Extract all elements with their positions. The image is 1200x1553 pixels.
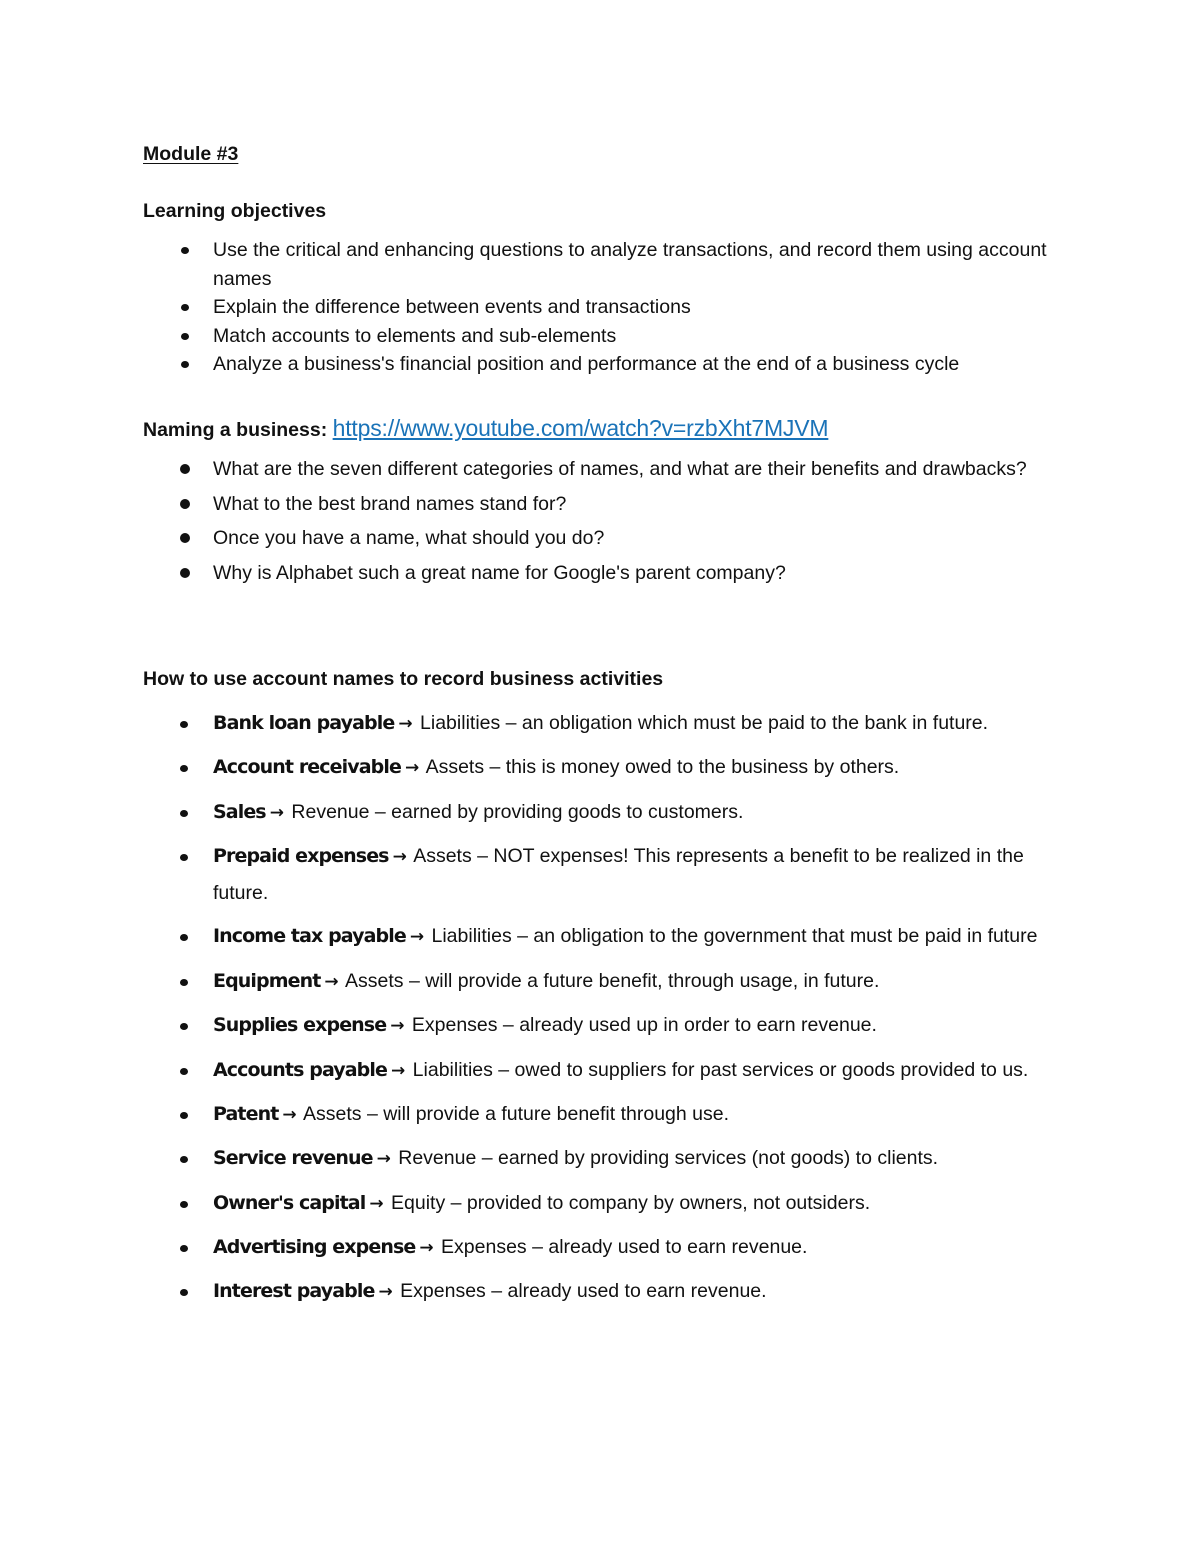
account-term: Supplies expense: [213, 1014, 387, 1037]
list-item: [0, 293, 1200, 322]
bullet-icon: [180, 533, 190, 543]
account-description: Equity – provided to company by owners, not outsiders.: [391, 1191, 871, 1214]
account-term: Interest payable: [213, 1280, 375, 1303]
naming-business-label: Naming a business:: [143, 419, 328, 441]
arrow-icon: →: [392, 847, 407, 868]
list-item: [0, 1274, 1200, 1311]
list-item: [0, 706, 1200, 743]
account-description: Liabilities – owed to suppliers for past services or goods provided to us.: [412, 1058, 1029, 1081]
list-item: [0, 490, 1200, 519]
list-item: [0, 524, 1200, 553]
list-item: [0, 1186, 1200, 1223]
bullet-icon: [180, 1023, 188, 1030]
account-description: Assets – this is money owed to the business by others.: [425, 756, 900, 779]
account-names-heading: How to use account names to record business activities: [143, 668, 664, 690]
arrow-icon: →: [282, 1104, 297, 1125]
account-term: Bank loan payable: [213, 712, 395, 734]
bullet-icon: [180, 810, 188, 817]
youtube-link[interactable]: https://www.youtube.com/watch?v=rzbXht7MJVM: [332, 415, 829, 441]
bullet-icon: [181, 247, 189, 254]
account-description: Expenses – already used up in order to earn revenue.: [411, 1014, 877, 1037]
bullet-icon: [180, 765, 188, 772]
arrow-icon: →: [390, 1016, 405, 1037]
account-description: Expenses – already used to earn revenue.: [400, 1280, 767, 1303]
question-text: What to the best brand names stand for?: [213, 492, 567, 515]
learning-objectives-list: [0, 236, 1200, 379]
bullet-icon: [180, 1112, 188, 1119]
arrow-icon: →: [376, 1149, 391, 1170]
list-item: [0, 919, 1200, 956]
list-item: [0, 1008, 1200, 1045]
question-text: Once you have a name, what should you do?: [213, 527, 605, 550]
list-item: [0, 964, 1200, 1001]
list-item: [0, 455, 1200, 484]
arrow-icon: →: [369, 1193, 384, 1214]
arrow-icon: →: [404, 758, 420, 779]
list-item: [0, 350, 1200, 379]
arrow-icon: →: [398, 714, 413, 734]
objective-text: Explain the difference between events and transactions: [213, 296, 691, 319]
bullet-icon: [181, 333, 189, 340]
naming-business-heading: [143, 415, 828, 442]
bullet-icon: [180, 721, 188, 728]
arrow-icon: →: [324, 971, 339, 992]
bullet-icon: [180, 1068, 188, 1075]
list-item: [0, 559, 1200, 588]
account-term: Sales: [213, 800, 266, 823]
account-names-list: [0, 706, 1200, 1319]
account-term: Accounts payable: [213, 1058, 387, 1081]
bullet-icon: [180, 1156, 188, 1163]
account-description: Liabilities – an obligation to the government that must be paid in future: [431, 925, 1038, 948]
list-item: [0, 1230, 1200, 1267]
bullet-icon: [180, 1245, 188, 1252]
bullet-icon: [180, 499, 190, 509]
account-term: Account receivable: [213, 756, 401, 779]
bullet-icon: [181, 304, 189, 311]
account-term: Income tax payable: [213, 925, 406, 948]
question-text: Why is Alphabet such a great name for Google's parent company?: [213, 561, 786, 584]
question-text: What are the seven different categories of names, and what are their benefits and drawbacks?: [213, 458, 1027, 480]
list-item: [0, 322, 1200, 351]
bullet-icon: [180, 568, 190, 578]
account-term: Patent: [213, 1102, 279, 1125]
account-description: Expenses – already used to earn revenue.: [441, 1236, 808, 1259]
arrow-icon: →: [419, 1238, 434, 1259]
arrow-icon: →: [409, 927, 425, 948]
bullet-icon: [180, 1289, 188, 1296]
account-term: Prepaid expenses: [213, 845, 389, 868]
account-description: Liabilities – an obligation which must be paid to the bank in future.: [420, 712, 989, 734]
account-description: Assets – will provide a future benefit through use.: [303, 1102, 730, 1125]
bullet-icon: [180, 464, 190, 474]
list-item: [0, 839, 1200, 912]
account-description: Assets – will provide a future benefit, through usage, in future.: [345, 969, 880, 992]
arrow-icon: →: [378, 1282, 393, 1303]
bullet-icon: [180, 934, 188, 941]
account-description: Revenue – earned by providing services (not goods) to clients.: [398, 1147, 939, 1170]
account-term: Service revenue: [213, 1147, 373, 1170]
list-item: [0, 236, 1200, 293]
list-item: [0, 795, 1200, 832]
naming-questions-list: [0, 455, 1200, 593]
account-term: Equipment: [213, 969, 321, 992]
list-item: [0, 1053, 1200, 1090]
bullet-icon: [180, 1201, 188, 1208]
list-item: [0, 750, 1200, 787]
bullet-icon: [180, 979, 188, 986]
account-term: Owner's capital: [213, 1191, 366, 1214]
arrow-icon: →: [269, 802, 284, 823]
learning-objectives-heading: Learning objectives: [143, 200, 327, 222]
list-item: [0, 1141, 1200, 1178]
list-item: [0, 1097, 1200, 1134]
objective-text: Use the critical and enhancing questions to analyze transactions, and record them using account names: [213, 239, 1047, 290]
module-title: Module #3: [143, 143, 239, 165]
bullet-icon: [181, 361, 189, 368]
objective-text: Match accounts to elements and sub-elements: [213, 324, 617, 347]
objective-text: Analyze a business's financial position and performance at the end of a business cycle: [213, 353, 960, 376]
account-description: Assets – NOT expenses! This represents a benefit to be realized in the future.: [213, 845, 1024, 904]
account-description: Revenue – earned by providing goods to customers.: [291, 800, 744, 823]
account-term: Advertising expense: [213, 1236, 416, 1259]
arrow-icon: →: [391, 1060, 406, 1081]
bullet-icon: [180, 854, 188, 861]
